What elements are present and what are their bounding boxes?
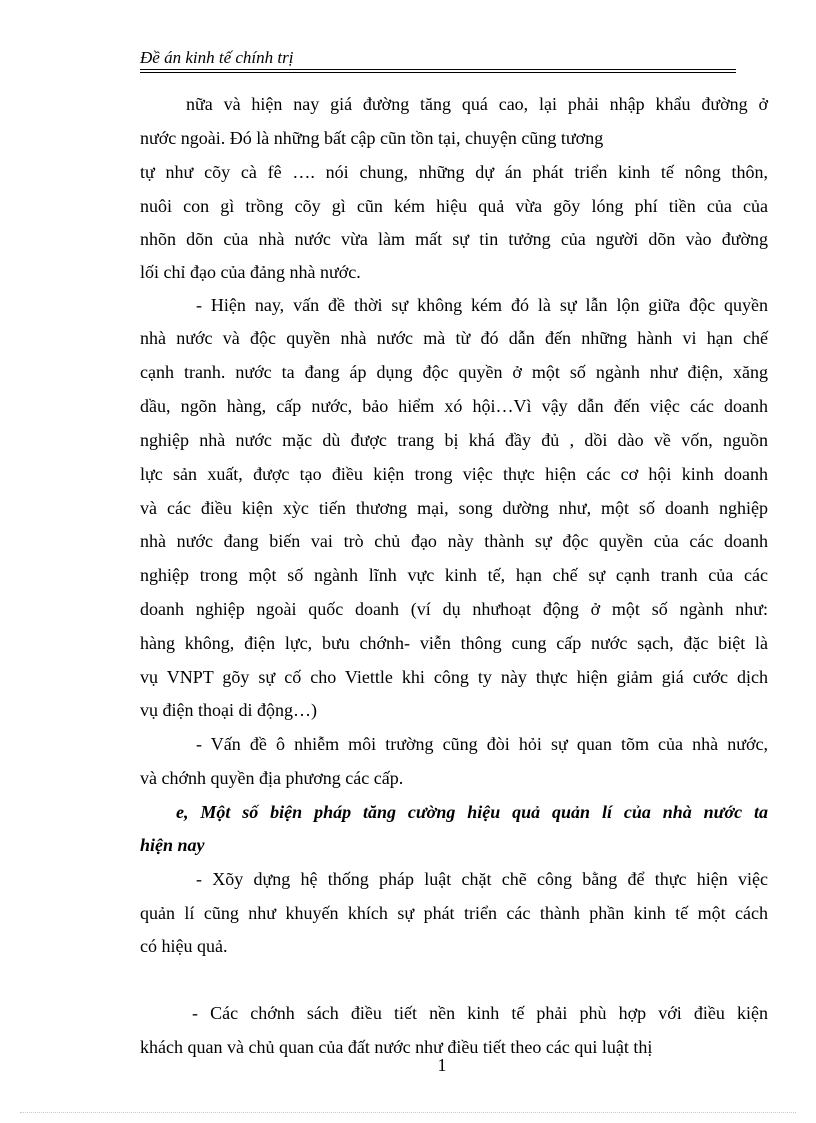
text-line: có hiệu quả. <box>140 936 228 956</box>
text-line: vụ điện thoại di động…) <box>140 700 317 720</box>
page-number: 1 <box>437 1055 447 1075</box>
page-header-title: Đề án kinh tế chính trị <box>140 48 294 67</box>
text-line: và chớnh quyền địa phương các cấp. <box>140 768 404 788</box>
text-line: nước ngoài. Đó là những bất cập cũn tồn tại, chuyện cũng tương <box>140 128 604 148</box>
text-line: nhà nước và độc quyền nhà nước mà từ đó dẫn đến những hành vi hạn chế <box>140 328 768 348</box>
text-line: và các điều kiện xỳc tiến thương mại, song dường như, một số doanh nghiệp <box>140 498 768 518</box>
text-line: nghiệp trong một số ngành lĩnh vực kinh tế, hạn chế sự cạnh tranh của các <box>140 565 768 585</box>
header-rule-thin <box>140 72 736 73</box>
text-line: cạnh tranh. nước ta đang áp dụng độc quyền ở một số ngành như điện, xăng <box>140 362 768 382</box>
page-boundary-dotted-line <box>20 1112 796 1113</box>
header-rule-thick <box>140 69 736 70</box>
text-line: - Xõy dựng hệ thống pháp luật chặt chẽ công bằng để thực hiện việc <box>196 869 768 889</box>
text-line: lối chỉ đạo của đảng nhà nước. <box>140 262 361 282</box>
text-line: nhõn dõn của nhà nước vừa làm mất sự tin tưởng của người dõn vào đường <box>140 229 768 249</box>
text-line: khách quan và chủ quan của đất nước như điều tiết theo các qui luật thị <box>140 1037 653 1057</box>
text-line: vụ VNPT gõy sự cố cho Viettle khi công ty này thực hiện giảm giá cước dịch <box>140 667 768 687</box>
text-line: tự như cõy cà fê …. nói chung, những dự án phát triển kinh tế nông thôn, <box>140 162 768 182</box>
text-line: hàng không, điện lực, bưu chớnh- viễn thông cung cấp nước sạch, đặc biệt là <box>140 633 768 653</box>
text-line: lực sản xuất, được tạo điều kiện trong việc thực hiện các cơ hội kinh doanh <box>140 464 768 484</box>
section-heading-continuation: hiện nay <box>140 835 205 855</box>
text-line: dầu, ngõn hàng, cấp nước, bảo hiểm xó hội…Vì vậy dẫn đến việc các doanh <box>140 396 768 416</box>
text-line: quản lí cũng như khuyến khích sự phát triển các thành phần kinh tế một cách <box>140 903 768 923</box>
text-line: nghiệp nhà nước mặc dù được trang bị khá đầy đủ , dồi dào về vốn, nguồn <box>140 430 768 450</box>
text-line: nhà nước đang biến vai trò chủ đạo này thành sự độc quyền của các doanh <box>140 531 768 551</box>
text-line: - Các chớnh sách điều tiết nền kinh tế phải phù hợp với điều kiện <box>192 1003 768 1023</box>
text-line: - Hiện nay, vấn đề thời sự không kém đó là sự lẫn lộn giữa độc quyền <box>196 295 768 315</box>
text-line: doanh nghiệp ngoài quốc doanh (ví dụ nhưhoạt động ở một số ngành như: <box>140 599 768 619</box>
section-heading: e, Một số biện pháp tăng cường hiệu quả quản lí của nhà nước ta <box>176 802 768 822</box>
text-line: nuôi con gì trồng cõy gì cũn kém hiệu quả vừa gõy lóng phí tiền của của <box>140 196 768 216</box>
text-line: nữa và hiện nay giá đường tăng quá cao, lại phải nhập khẩu đường ở <box>186 94 768 114</box>
text-line: - Vấn đề ô nhiễm môi trường cũng đòi hỏi sự quan tõm của nhà nước, <box>196 734 768 754</box>
